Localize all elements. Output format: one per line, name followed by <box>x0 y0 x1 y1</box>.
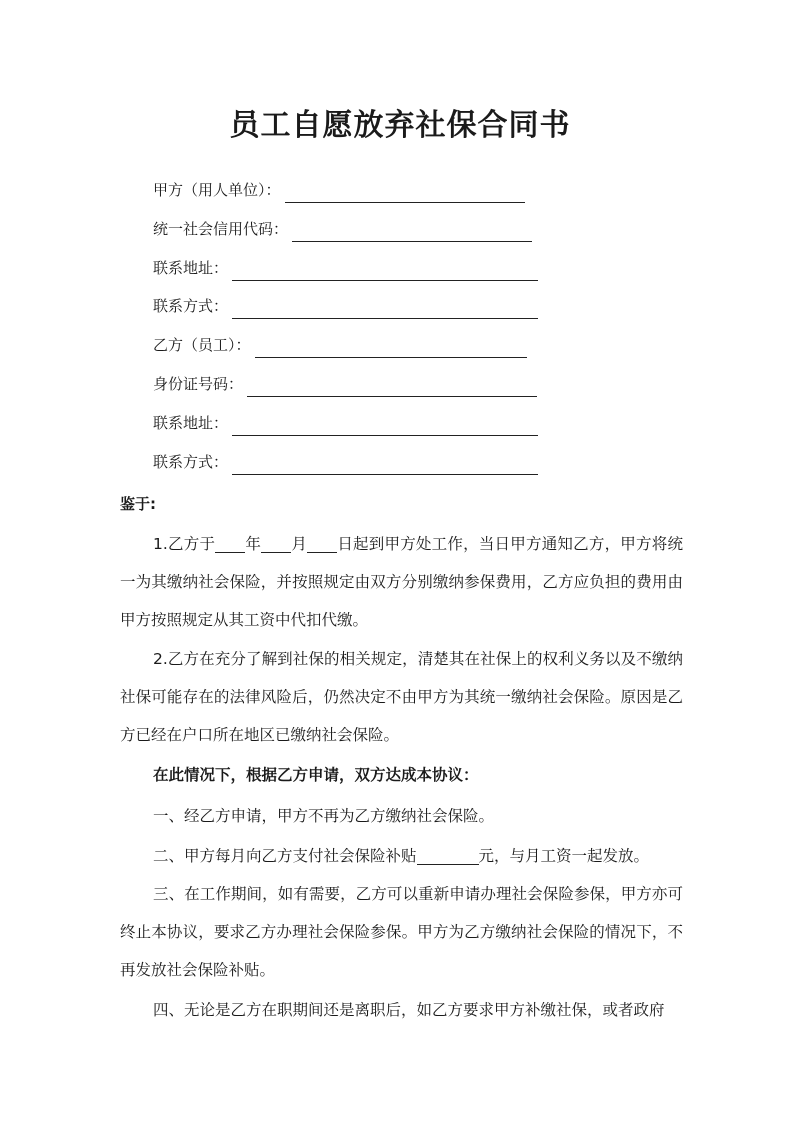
fill-in-line[interactable] <box>232 413 538 436</box>
article-text: 三、在工作期间，如有需要，乙方可以重新申请办理社会保险参保，甲方亦可终止本协议，要求乙方办理社会保险参保。甲方为乙方缴纳社会保险的情况下，不再发放社会保险补贴。 <box>120 885 683 979</box>
clause-text: 日起到甲方处工作，当日甲方通知乙方，甲方将统一为其缴纳社会保险，并按照规定由双方分别缴纳参保费用，乙方应负担的费用由甲方按照规定从其工资中代扣代缴。 <box>120 535 683 629</box>
amount-blank[interactable] <box>417 846 479 865</box>
article-4 <box>120 991 683 1029</box>
article-text: 一、经乙方申请，甲方不再为乙方缴纳社会保险。 <box>153 807 495 825</box>
article-text: 元，与月工资一起发放。 <box>478 847 650 865</box>
field-label: 甲方（用人单位）： <box>153 181 281 199</box>
article-text: 二、甲方每月向乙方支付社会保险补贴 <box>153 847 417 865</box>
fill-in-line[interactable] <box>247 374 537 397</box>
field-party-b-address <box>153 412 538 436</box>
fill-in-line[interactable] <box>255 335 527 358</box>
field-party-a <box>153 179 525 203</box>
clause-text: 1.乙方于 <box>153 535 216 553</box>
agreement-heading <box>120 756 683 794</box>
article-1 <box>120 797 683 835</box>
fill-in-line[interactable] <box>232 296 538 319</box>
article-3 <box>120 875 683 989</box>
field-party-b <box>153 334 527 358</box>
year-blank[interactable] <box>215 534 245 553</box>
field-party-a-address <box>153 257 538 281</box>
day-blank[interactable] <box>307 534 337 553</box>
article-text: 四、无论是乙方在职期间还是离职后，如乙方要求甲方补缴社保，或者政府 <box>153 1001 665 1019</box>
article-2 <box>120 837 683 875</box>
document-title: 员工自愿放弃社保合同书 <box>229 108 571 143</box>
fill-in-line[interactable] <box>285 180 525 203</box>
field-label: 乙方（员工）： <box>153 336 251 354</box>
fill-in-line[interactable] <box>232 452 538 475</box>
fill-in-line[interactable] <box>232 258 538 281</box>
field-party-a-contact <box>153 295 538 319</box>
clause-1 <box>120 525 683 639</box>
field-label: 联系方式： <box>153 297 229 315</box>
field-id-number <box>153 373 537 397</box>
clause-text: 月 <box>291 535 308 553</box>
field-party-b-contact <box>153 451 538 475</box>
clause-text: 年 <box>245 535 262 553</box>
field-label: 统一社会信用代码： <box>153 220 289 238</box>
field-label: 身份证号码： <box>153 375 244 393</box>
month-blank[interactable] <box>261 534 291 553</box>
field-label: 联系地址： <box>153 414 229 432</box>
fill-in-line[interactable] <box>292 219 532 242</box>
field-credit-code <box>153 218 532 242</box>
clause-text: 2.乙方在充分了解到社保的相关规定，清楚其在社保上的权利义务以及不缴纳社保可能存在的法律风险后，仍然决定不由甲方为其统一缴纳社会保险。原因是乙方已经在户口所在地区已缴纳社会保险。 <box>120 650 683 744</box>
whereas-heading: 鉴于: <box>120 495 156 513</box>
clause-2 <box>120 640 683 754</box>
field-label: 联系方式： <box>153 453 229 471</box>
field-label: 联系地址： <box>153 259 229 277</box>
agreement-heading-text: 在此情况下，根据乙方申请，双方达成本协议： <box>153 766 479 784</box>
